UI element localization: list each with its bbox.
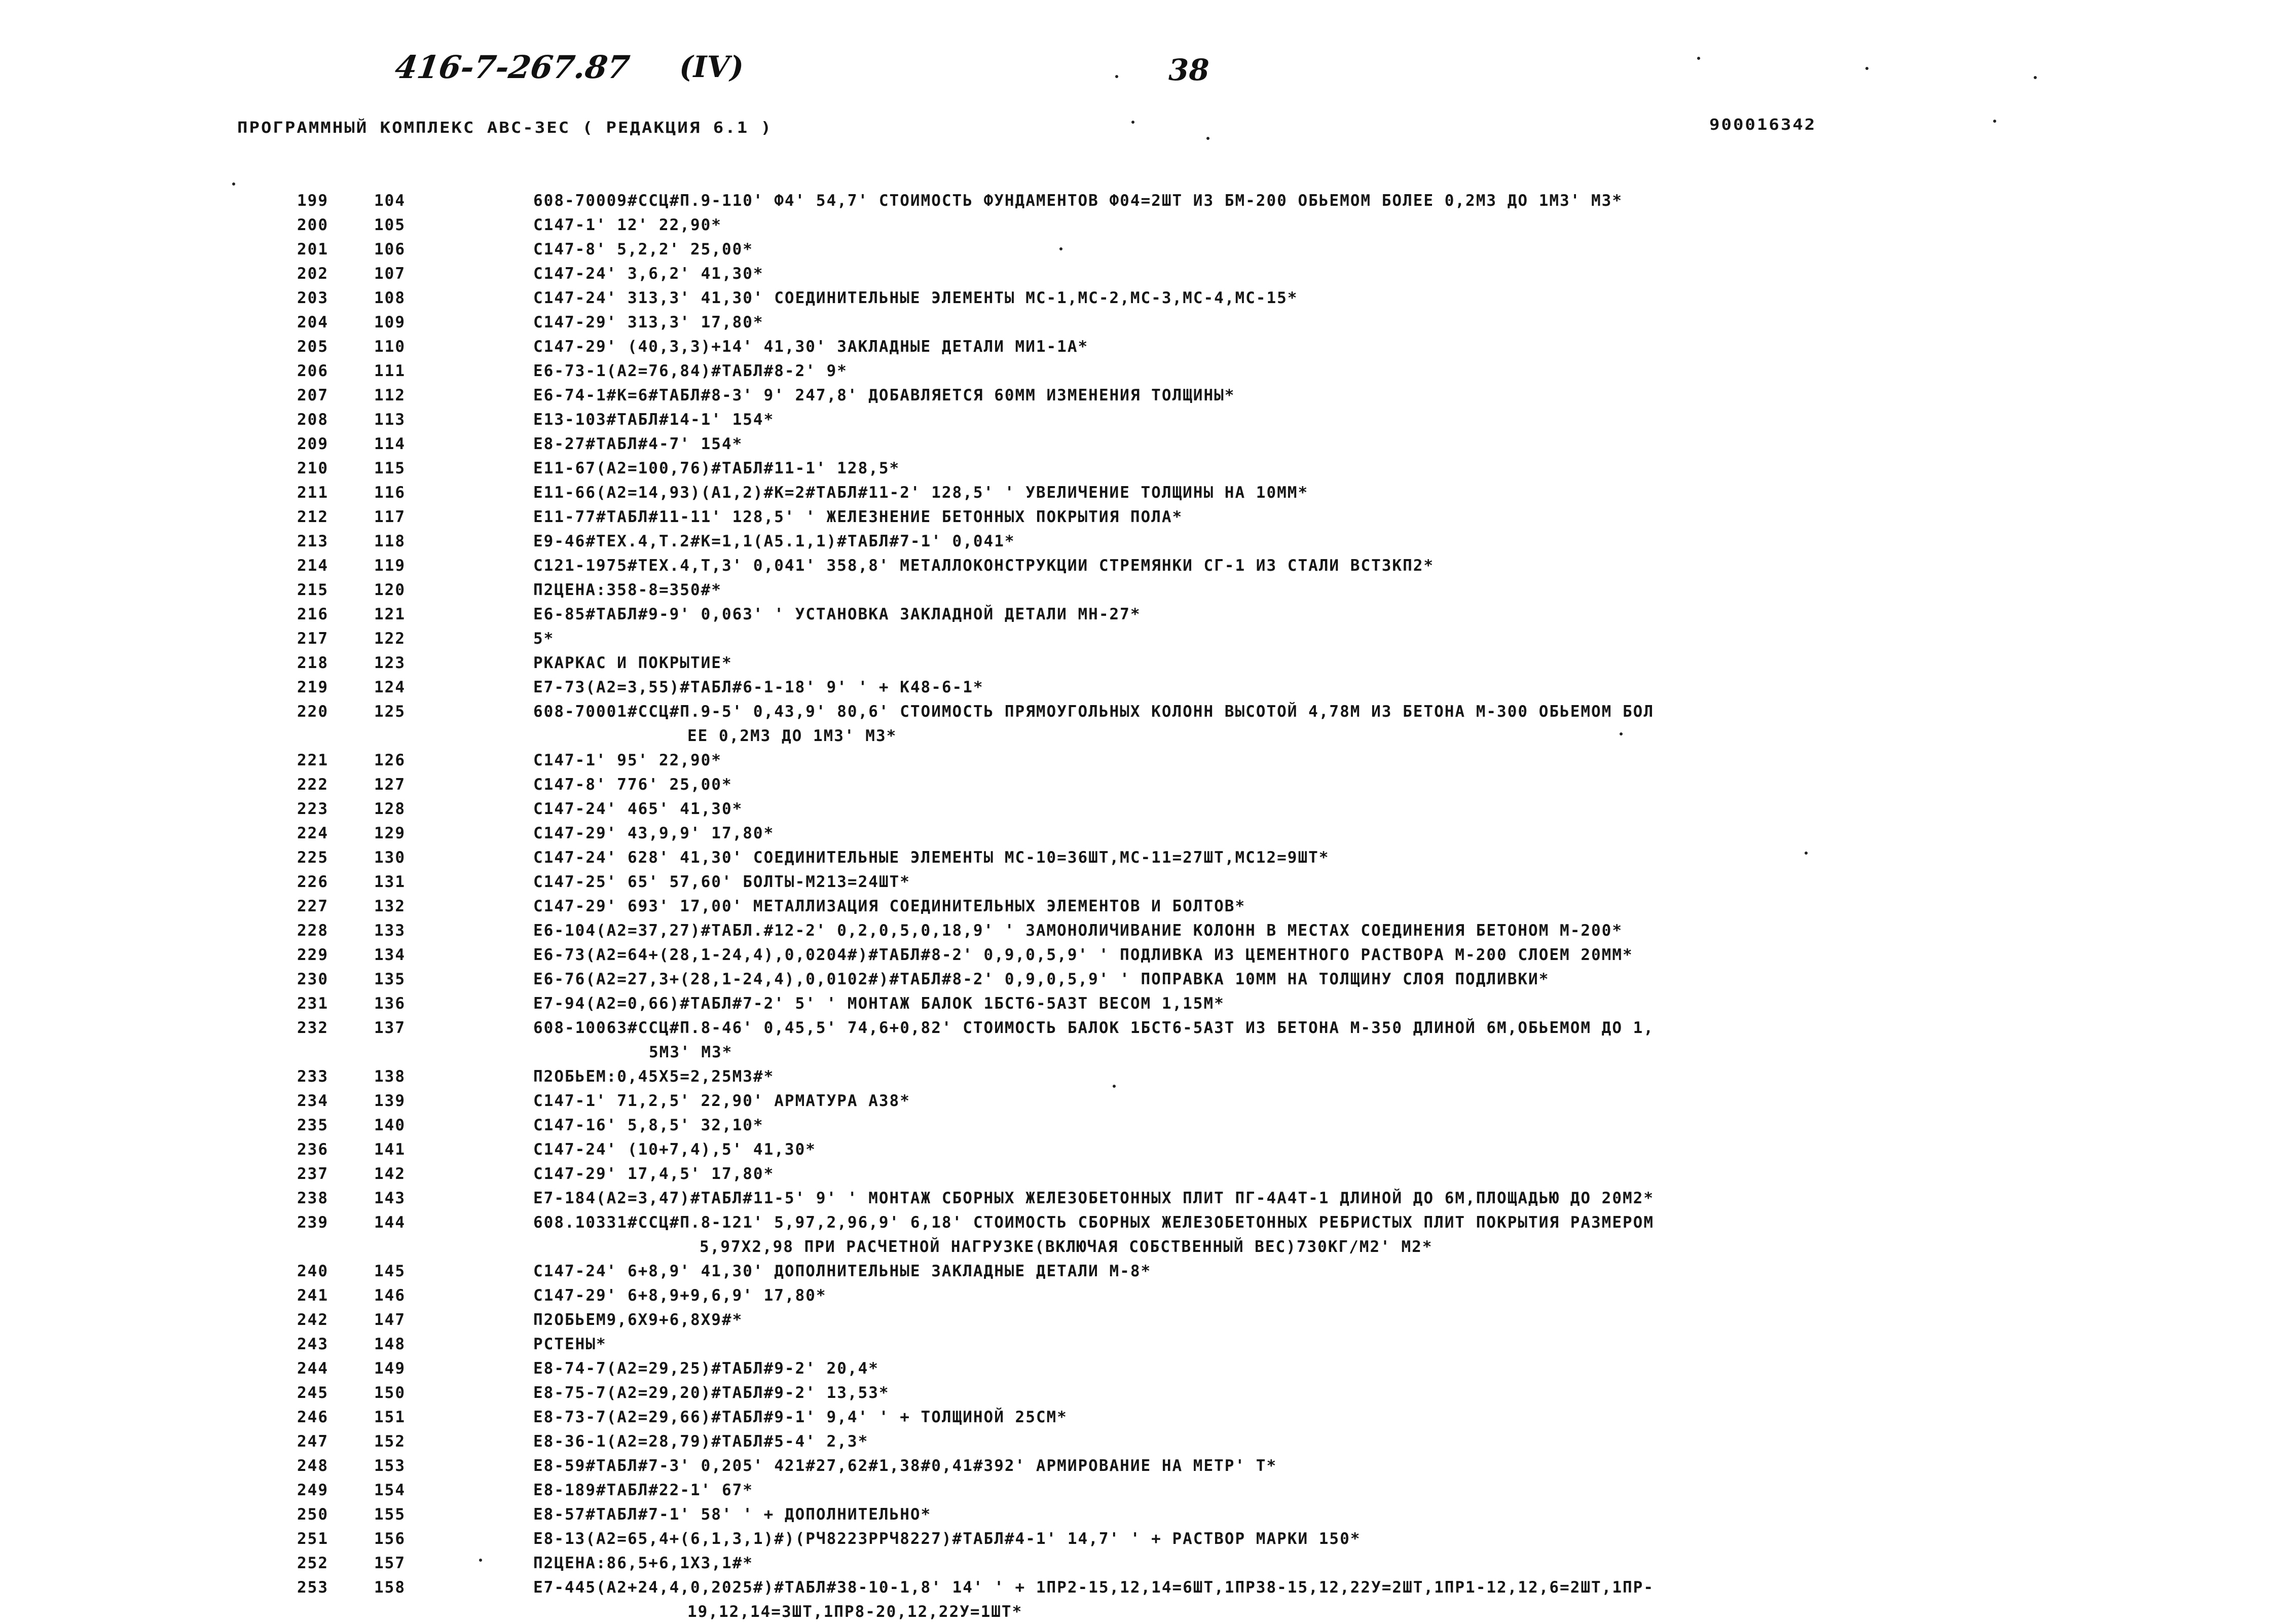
listing-row xyxy=(0,1162,2275,1186)
record-number: 118 xyxy=(374,532,406,550)
listing-row xyxy=(0,310,2275,335)
line-number: 240 xyxy=(297,1262,328,1280)
record-text: П2ОБЬЕМ9,6Х9+6,8Х9#* xyxy=(533,1311,743,1329)
record-number: 114 xyxy=(374,435,406,453)
estimate-listing xyxy=(0,189,2275,1624)
record-text: Е11-66(А2=14,93)(А1,2)#К=2#ТАБЛ#11-2' 128,5' ' УВЕЛИЧЕНИЕ ТОЛЩИНЫ НА 10ММ* xyxy=(533,484,1309,502)
listing-row xyxy=(0,237,2275,262)
record-number: 147 xyxy=(374,1311,406,1329)
line-number: 223 xyxy=(297,800,328,818)
line-number: 241 xyxy=(297,1286,328,1305)
record-number: 156 xyxy=(374,1530,406,1548)
record-text: С147-29' 43,9,9' 17,80* xyxy=(533,824,775,842)
line-number: 208 xyxy=(297,411,328,429)
record-text: С147-29' 17,4,5' 17,80* xyxy=(533,1165,775,1183)
listing-row xyxy=(0,1064,2275,1089)
line-number: 228 xyxy=(297,921,328,940)
record-text: С147-1' 71,2,5' 22,90' АРМАТУРА А38* xyxy=(533,1092,910,1110)
record-number: 127 xyxy=(374,776,406,794)
line-number: 253 xyxy=(297,1578,328,1597)
record-number: 135 xyxy=(374,970,406,988)
print-speck xyxy=(479,1559,482,1562)
print-speck xyxy=(1697,57,1700,60)
line-number: 222 xyxy=(297,776,328,794)
line-number: 238 xyxy=(297,1189,328,1207)
print-speck xyxy=(232,182,235,186)
line-number: 207 xyxy=(297,386,328,404)
print-speck xyxy=(1206,137,1209,140)
record-text: С147-24' 313,3' 41,30' СОЕДИНИТЕЛЬНЫЕ ЭЛЕМЕНТЫ МС-1,МС-2,МС-3,МС-4,МС-15* xyxy=(533,289,1298,307)
listing-row xyxy=(0,602,2275,626)
record-number: 129 xyxy=(374,824,406,842)
line-number: 229 xyxy=(297,946,328,964)
line-number: 217 xyxy=(297,630,328,648)
record-text: С147-29' 693' 17,00' МЕТАЛЛИЗАЦИЯ СОЕДИНИТЕЛЬНЫХ ЭЛЕМЕНТОВ И БОЛТОВ* xyxy=(533,897,1246,915)
print-speck xyxy=(1131,121,1134,124)
record-text: С147-24' (10+7,4),5' 41,30* xyxy=(533,1140,816,1159)
record-number: 124 xyxy=(374,678,406,696)
record-text: С147-1' 95' 22,90* xyxy=(533,751,722,769)
listing-row xyxy=(0,626,2275,651)
listing-row xyxy=(0,408,2275,432)
listing-row xyxy=(0,1527,2275,1551)
listing-row xyxy=(0,1478,2275,1502)
listing-row xyxy=(0,894,2275,918)
record-number: 138 xyxy=(374,1067,406,1086)
listing-row xyxy=(0,918,2275,943)
record-number: 106 xyxy=(374,240,406,259)
record-number: 110 xyxy=(374,338,406,356)
listing-row xyxy=(0,456,2275,481)
line-number: 209 xyxy=(297,435,328,453)
record-text: С121-1975#ТЕХ.4,Т,3' 0,041' 358,8' МЕТАЛЛОКОНСТРУКЦИИ СТРЕМЯНКИ СГ-1 ИЗ СТАЛИ ВСТ3КП2* xyxy=(533,557,1435,575)
line-number: 244 xyxy=(297,1359,328,1378)
record-number: 132 xyxy=(374,897,406,915)
record-text: С147-24' 6+8,9' 41,30' ДОПОЛНИТЕЛЬНЫЕ ЗАКЛАДНЫЕ ДЕТАЛИ М-8* xyxy=(533,1262,1152,1280)
record-number: 151 xyxy=(374,1408,406,1426)
record-number: 109 xyxy=(374,313,406,331)
listing-row xyxy=(0,213,2275,237)
line-number: 219 xyxy=(297,678,328,696)
record-number: 134 xyxy=(374,946,406,964)
line-number: 248 xyxy=(297,1457,328,1475)
record-number: 142 xyxy=(374,1165,406,1183)
listing-row xyxy=(0,383,2275,408)
record-number: 140 xyxy=(374,1116,406,1134)
record-text: Е8-13(А2=65,4+(6,1,3,1)#)(РЧ8223РРЧ8227)#ТАБЛ#4-1' 14,7' ' + РАСТВОР МАРКИ 150* xyxy=(533,1530,1361,1548)
print-speck xyxy=(1620,732,1623,735)
print-speck xyxy=(1805,852,1808,855)
record-number: 155 xyxy=(374,1505,406,1524)
record-text: С147-29' 313,3' 17,80* xyxy=(533,313,764,331)
listing-row xyxy=(0,1551,2275,1575)
listing-row xyxy=(0,1332,2275,1356)
print-speck xyxy=(1115,75,1118,78)
record-text: С147-24' 628' 41,30' СОЕДИНИТЕЛЬНЫЕ ЭЛЕМЕНТЫ МС-10=36ШТ,МС-11=27ШТ,МС12=9ШТ* xyxy=(533,848,1330,867)
line-number: 250 xyxy=(297,1505,328,1524)
listing-row xyxy=(0,1113,2275,1137)
record-text: Е8-189#ТАБЛ#22-1' 67* xyxy=(533,1481,753,1499)
line-number: 225 xyxy=(297,848,328,867)
handwritten-project-code: 416-7-267.87 xyxy=(392,49,632,86)
line-number: 205 xyxy=(297,338,328,356)
document-id: 900016342 xyxy=(1709,116,1817,134)
record-text: РСТЕНЫ* xyxy=(533,1335,607,1353)
record-text: Е11-67(А2=100,76)#ТАБЛ#11-1' 128,5* xyxy=(533,459,900,477)
print-speck xyxy=(1113,1085,1116,1088)
listing-row xyxy=(0,967,2275,991)
record-text-continuation: 5М3' М3* xyxy=(649,1043,733,1061)
listing-row xyxy=(0,1502,2275,1527)
record-text: С147-29' 6+8,9+9,6,9' 17,80* xyxy=(533,1286,827,1305)
page-number: 38 xyxy=(1168,53,1209,87)
record-text: Е6-104(А2=37,27)#ТАБЛ.#12-2' 0,2,0,5,0,18,9' ' ЗАМОНОЛИЧИВАНИЕ КОЛОНН В МЕСТАХ СОЕДИНЕНИЯ БЕТОНОМ М-200* xyxy=(533,921,1623,940)
listing-row xyxy=(0,1137,2275,1162)
record-number: 145 xyxy=(374,1262,406,1280)
listing-row xyxy=(0,189,2275,213)
listing-row xyxy=(0,699,2275,748)
line-number: 235 xyxy=(297,1116,328,1134)
line-number: 199 xyxy=(297,192,328,210)
record-text: Е8-75-7(А2=29,20)#ТАБЛ#9-2' 13,53* xyxy=(533,1384,890,1402)
listing-row xyxy=(0,335,2275,359)
line-number: 242 xyxy=(297,1311,328,1329)
listing-row xyxy=(0,1429,2275,1454)
line-number: 221 xyxy=(297,751,328,769)
record-number: 116 xyxy=(374,484,406,502)
record-text: 608-70009#ССЦ#П.9-110' Ф4' 54,7' СТОИМОСТЬ ФУНДАМЕНТОВ Ф04=2ШТ ИЗ БМ-200 ОБЬЕМОМ БОЛЕЕ 0,2М3 ДО 1М3' М3* xyxy=(533,192,1623,210)
listing-row xyxy=(0,505,2275,529)
print-speck xyxy=(1059,247,1062,250)
record-text: Е6-76(А2=27,3+(28,1-24,4),0,0102#)#ТАБЛ#8-2' 0,9,0,5,9' ' ПОПРАВКА 10ММ НА ТОЛЩИНУ СЛОЯ ПОДЛИВКИ* xyxy=(533,970,1550,988)
record-text: С147-8' 776' 25,00* xyxy=(533,776,732,794)
listing-row xyxy=(0,1210,2275,1259)
record-text: Е7-445(А2+24,4,0,2025#)#ТАБЛ#38-10-1,8' 14' ' + 1ПР2-15,12,14=6ШТ,1ПР38-15,12,22У=2ШТ,1ПР1-12,12,6=2ШТ,1ПР- xyxy=(533,1578,1655,1597)
record-number: 115 xyxy=(374,459,406,477)
line-number: 218 xyxy=(297,654,328,672)
record-number: 123 xyxy=(374,654,406,672)
line-number: 232 xyxy=(297,1019,328,1037)
line-number: 231 xyxy=(297,994,328,1013)
record-number: 149 xyxy=(374,1359,406,1378)
record-text: 608.10331#ССЦ#П.8-121' 5,97,2,96,9' 6,18' СТОИМОСТЬ СБОРНЫХ ЖЕЛЕЗОБЕТОННЫХ РЕБРИСТЫХ ПЛИТ ПОКРЫТИЯ РАЗМЕРОМ xyxy=(533,1213,1655,1232)
record-text: Е9-46#ТЕХ.4,Т.2#К=1,1(А5.1,1)#ТАБЛ#7-1' 0,041* xyxy=(533,532,1015,550)
record-text: Е7-94(А2=0,66)#ТАБЛ#7-2' 5' ' МОНТАЖ БАЛОК 1БСТ6-5А3Т ВЕСОМ 1,15М* xyxy=(533,994,1225,1013)
record-number: 104 xyxy=(374,192,406,210)
line-number: 206 xyxy=(297,362,328,380)
line-number: 243 xyxy=(297,1335,328,1353)
record-text: 608-10063#ССЦ#П.8-46' 0,45,5' 74,6+0,82' СТОИМОСТЬ БАЛОК 1БСТ6-5А3Т ИЗ БЕТОНА М-350 ДЛИНОЙ 6М,ОБЬЕМОМ ДО 1, xyxy=(533,1019,1655,1037)
listing-row xyxy=(0,432,2275,456)
record-number: 141 xyxy=(374,1140,406,1159)
record-text: Е6-73-1(А2=76,84)#ТАБЛ#8-2' 9* xyxy=(533,362,848,380)
line-number: 214 xyxy=(297,557,328,575)
line-number: 249 xyxy=(297,1481,328,1499)
record-number: 152 xyxy=(374,1432,406,1451)
line-number: 233 xyxy=(297,1067,328,1086)
record-number: 113 xyxy=(374,411,406,429)
record-text: Е7-184(А2=3,47)#ТАБЛ#11-5' 9' ' МОНТАЖ СБОРНЫХ ЖЕЛЕЗОБЕТОННЫХ ПЛИТ ПГ-4А4Т-1 ДЛИНОЙ ДО 6М,ПЛОЩАДЬЮ ДО 20М2* xyxy=(533,1189,1655,1207)
listing-row xyxy=(0,529,2275,553)
record-number: 105 xyxy=(374,216,406,234)
listing-row xyxy=(0,1405,2275,1429)
line-number: 202 xyxy=(297,265,328,283)
record-number: 107 xyxy=(374,265,406,283)
record-number: 108 xyxy=(374,289,406,307)
record-text: С147-29' (40,3,3)+14' 41,30' ЗАКЛАДНЫЕ ДЕТАЛИ МИ1-1А* xyxy=(533,338,1089,356)
listing-row xyxy=(0,1089,2275,1113)
line-number: 236 xyxy=(297,1140,328,1159)
record-text: РКАРКАС И ПОКРЫТИЕ* xyxy=(533,654,732,672)
line-number: 227 xyxy=(297,897,328,915)
record-text: С147-24' 465' 41,30* xyxy=(533,800,743,818)
record-text: С147-8' 5,2,2' 25,00* xyxy=(533,240,753,259)
line-number: 212 xyxy=(297,508,328,526)
record-number: 117 xyxy=(374,508,406,526)
record-text: П2ЦЕНА:86,5+6,1Х3,1#* xyxy=(533,1554,753,1572)
print-speck xyxy=(1993,120,1996,123)
line-number: 220 xyxy=(297,703,328,721)
record-text: Е8-59#ТАБЛ#7-3' 0,205' 421#27,62#1,38#0,41#392' АРМИРОВАНИЕ НА МЕТР' Т* xyxy=(533,1457,1277,1475)
listing-row xyxy=(0,1283,2275,1308)
line-number: 210 xyxy=(297,459,328,477)
line-number: 200 xyxy=(297,216,328,234)
listing-row xyxy=(0,821,2275,845)
listing-row xyxy=(0,262,2275,286)
record-number: 158 xyxy=(374,1578,406,1597)
listing-row xyxy=(0,1381,2275,1405)
record-number: 153 xyxy=(374,1457,406,1475)
record-text: С147-24' 3,6,2' 41,30* xyxy=(533,265,764,283)
record-text: С147-25' 65' 57,60' БОЛТЫ-М213=24ШТ* xyxy=(533,873,910,891)
record-number: 131 xyxy=(374,873,406,891)
record-text: 5* xyxy=(533,630,555,648)
record-text: С147-16' 5,8,5' 32,10* xyxy=(533,1116,764,1134)
line-number: 230 xyxy=(297,970,328,988)
line-number: 224 xyxy=(297,824,328,842)
record-number: 150 xyxy=(374,1384,406,1402)
record-text: П2ОБЬЕМ:0,45Х5=2,25М3#* xyxy=(533,1067,775,1086)
record-text-continuation: 19,12,14=3ШТ,1ПР8-20,12,22У=1ШТ* xyxy=(687,1603,1023,1621)
listing-row xyxy=(0,1308,2275,1332)
record-text: Е7-73(А2=3,55)#ТАБЛ#6-1-18' 9' ' + К48-6-1* xyxy=(533,678,984,696)
line-number: 247 xyxy=(297,1432,328,1451)
record-number: 148 xyxy=(374,1335,406,1353)
line-number: 245 xyxy=(297,1384,328,1402)
listing-row xyxy=(0,797,2275,821)
line-number: 237 xyxy=(297,1165,328,1183)
print-speck xyxy=(2034,76,2037,79)
record-text: 608-70001#ССЦ#П.9-5' 0,43,9' 80,6' СТОИМОСТЬ ПРЯМОУГОЛЬНЫХ КОЛОНН ВЫСОТОЙ 4,78М ИЗ БЕТОНА М-300 ОБЬЕМОМ БОЛ xyxy=(533,703,1655,721)
listing-row xyxy=(0,286,2275,310)
record-number: 143 xyxy=(374,1189,406,1207)
line-number: 215 xyxy=(297,581,328,599)
record-text: Е8-73-7(А2=29,66)#ТАБЛ#9-1' 9,4' ' + ТОЛЩИНОЙ 25СМ* xyxy=(533,1408,1068,1426)
listing-row xyxy=(0,1016,2275,1064)
record-text: Е8-36-1(А2=28,79)#ТАБЛ#5-4' 2,3* xyxy=(533,1432,869,1451)
record-number: 130 xyxy=(374,848,406,867)
record-number: 126 xyxy=(374,751,406,769)
record-text: П2ЦЕНА:358-8=350#* xyxy=(533,581,722,599)
record-number: 111 xyxy=(374,362,406,380)
record-text: Е8-74-7(А2=29,25)#ТАБЛ#9-2' 20,4* xyxy=(533,1359,879,1378)
record-number: 121 xyxy=(374,605,406,623)
record-number: 119 xyxy=(374,557,406,575)
record-number: 136 xyxy=(374,994,406,1013)
listing-row xyxy=(0,748,2275,772)
record-text: Е8-57#ТАБЛ#7-1' 58' ' + ДОПОЛНИТЕЛЬНО* xyxy=(533,1505,932,1524)
record-number: 154 xyxy=(374,1481,406,1499)
listing-row xyxy=(0,845,2275,870)
record-number: 144 xyxy=(374,1213,406,1232)
listing-row xyxy=(0,1259,2275,1283)
line-number: 216 xyxy=(297,605,328,623)
record-number: 122 xyxy=(374,630,406,648)
record-number: 157 xyxy=(374,1554,406,1572)
record-text: Е6-73(А2=64+(28,1-24,4),0,0204#)#ТАБЛ#8-2' 0,9,0,5,9' ' ПОДЛИВКА ИЗ ЦЕМЕНТНОГО РАСТВОРА М-200 СЛОЕМ 20ММ* xyxy=(533,946,1633,964)
listing-row xyxy=(0,991,2275,1016)
listing-row xyxy=(0,1575,2275,1624)
record-number: 139 xyxy=(374,1092,406,1110)
record-number: 128 xyxy=(374,800,406,818)
record-number: 125 xyxy=(374,703,406,721)
line-number: 252 xyxy=(297,1554,328,1572)
listing-row xyxy=(0,1356,2275,1381)
line-number: 211 xyxy=(297,484,328,502)
listing-row xyxy=(0,481,2275,505)
line-number: 239 xyxy=(297,1213,328,1232)
listing-row xyxy=(0,772,2275,797)
record-text-continuation: 5,97Х2,98 ПРИ РАСЧЕТНОЙ НАГРУЗКЕ(ВКЛЮЧАЯ СОБСТВЕННЫЙ ВЕС)730КГ/М2' М2* xyxy=(700,1238,1433,1256)
record-text: Е11-77#ТАБЛ#11-11' 128,5' ' ЖЕЛЕЗНЕНИЕ БЕТОННЫХ ПОКРЫТИЯ ПОЛА* xyxy=(533,508,1183,526)
listing-row xyxy=(0,675,2275,699)
record-number: 137 xyxy=(374,1019,406,1037)
line-number: 204 xyxy=(297,313,328,331)
line-number: 201 xyxy=(297,240,328,259)
record-text-continuation: ЕЕ 0,2М3 ДО 1М3' М3* xyxy=(687,727,897,745)
listing-row xyxy=(0,870,2275,894)
listing-row xyxy=(0,943,2275,967)
record-number: 112 xyxy=(374,386,406,404)
line-number: 246 xyxy=(297,1408,328,1426)
listing-row xyxy=(0,578,2275,602)
line-number: 234 xyxy=(297,1092,328,1110)
record-text: Е13-103#ТАБЛ#14-1' 154* xyxy=(533,411,775,429)
line-number: 251 xyxy=(297,1530,328,1548)
listing-row xyxy=(0,1186,2275,1210)
record-number: 146 xyxy=(374,1286,406,1305)
record-text: С147-1' 12' 22,90* xyxy=(533,216,722,234)
line-number: 226 xyxy=(297,873,328,891)
listing-row xyxy=(0,359,2275,383)
program-header: ПРОГРАММНЫЙ КОМПЛЕКС АВС-3ЕС ( РЕДАКЦИЯ 6.1 ) xyxy=(237,119,773,137)
line-number: 213 xyxy=(297,532,328,550)
record-text: Е6-85#ТАБЛ#9-9' 0,063' ' УСТАНОВКА ЗАКЛАДНОЙ ДЕТАЛИ МН-27* xyxy=(533,605,1141,623)
handwritten-volume-mark: (IV) xyxy=(679,50,744,84)
record-number: 133 xyxy=(374,921,406,940)
listing-row xyxy=(0,651,2275,675)
listing-row xyxy=(0,553,2275,578)
listing-row xyxy=(0,1454,2275,1478)
record-number: 120 xyxy=(374,581,406,599)
line-number: 203 xyxy=(297,289,328,307)
print-speck xyxy=(1865,67,1868,70)
record-text: Е6-74-1#К=6#ТАБЛ#8-3' 9' 247,8' ДОБАВЛЯЕТСЯ 60ММ ИЗМЕНЕНИЯ ТОЛЩИНЫ* xyxy=(533,386,1235,404)
record-text: Е8-27#ТАБЛ#4-7' 154* xyxy=(533,435,743,453)
